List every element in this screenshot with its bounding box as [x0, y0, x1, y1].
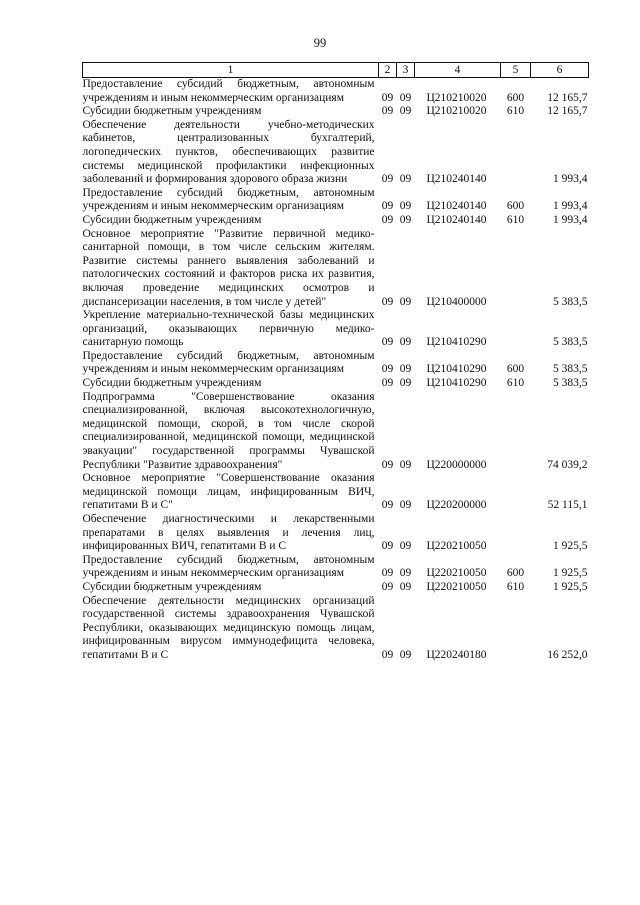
- row-expense-type: 610: [506, 377, 525, 390]
- row-subsection: 09: [399, 173, 412, 186]
- row-name: Субсидии бюджетным учреждениям: [82, 213, 262, 226]
- row-section: 09: [381, 580, 394, 593]
- header-row: [83, 63, 589, 78]
- table-row: [83, 513, 589, 554]
- row-target-article: Ц210210020: [426, 105, 487, 118]
- row-expense-type: 600: [506, 91, 525, 104]
- row-name: Основное мероприятие "Развитие первичной медико-санитарной помощи, в том числе сельским жителям. Развитие системы раннего выявления заболеваний и патологических состояний и факторов риска их развития, включая проведение медицинских осмотров и диспансеризации населения, в том числе у детей": [82, 227, 375, 308]
- row-section: 09: [381, 200, 394, 213]
- header-col-6: 6: [531, 63, 589, 78]
- table-row: [83, 377, 589, 391]
- header-col-3: 3: [397, 63, 415, 78]
- table-row: [83, 228, 589, 310]
- header-col-2: 2: [379, 63, 397, 78]
- row-target-article: Ц210240140: [426, 213, 487, 226]
- table-row: [83, 214, 589, 228]
- table-row: [83, 595, 589, 663]
- row-section: 09: [381, 458, 394, 471]
- table-row: [83, 581, 589, 595]
- row-section: 09: [381, 295, 394, 308]
- row-target-article: Ц220200000: [426, 499, 487, 512]
- row-amount: 1 993,4: [553, 200, 588, 213]
- row-name: Предоставление субсидий бюджетным, автономным учреждениям и иным некоммерческим организациям: [82, 186, 375, 213]
- header-col-1: 1: [83, 63, 379, 78]
- row-name: Субсидии бюджетным учреждениям: [82, 580, 262, 593]
- row-expense-type: [501, 119, 531, 187]
- header-col-4: 4: [415, 63, 501, 78]
- row-name: Обеспечение деятельности медицинских организаций государственной системы здравоохранения Чувашской Республики, оказывающих медицинскую помощь лицам, инфицированным вирусом иммунодефицита человека, гепатитами В и С: [82, 594, 375, 661]
- page-number: 99: [313, 36, 327, 50]
- row-section: 09: [381, 540, 394, 553]
- table-row: [83, 350, 589, 377]
- row-subsection: 09: [399, 91, 412, 104]
- row-section: 09: [381, 648, 394, 661]
- table-body: [83, 78, 589, 663]
- row-expense-type: [501, 391, 531, 473]
- row-subsection: 09: [399, 377, 412, 390]
- row-amount: 16 252,0: [547, 648, 588, 661]
- row-target-article: Ц220210050: [426, 567, 487, 580]
- row-amount: 5 383,5: [553, 363, 588, 376]
- table-row: [83, 119, 589, 187]
- row-target-article: Ц220240180: [426, 648, 487, 661]
- table-row: [83, 78, 589, 106]
- row-subsection: 09: [399, 336, 412, 349]
- row-target-article: Ц210400000: [426, 295, 487, 308]
- row-name: Предоставление субсидий бюджетным, автономным учреждениям и иным некоммерческим организациям: [82, 349, 375, 376]
- row-name: Основное мероприятие "Совершенствование оказания медицинской помощи лицам, инфицированным ВИЧ, гепатитами В и С": [82, 472, 375, 512]
- budget-table: [82, 62, 589, 663]
- row-expense-type: [501, 309, 531, 350]
- row-subsection: 09: [399, 363, 412, 376]
- table-row: [83, 105, 589, 119]
- table-row: [83, 187, 589, 214]
- row-subsection: 09: [399, 567, 412, 580]
- row-expense-type: [501, 228, 531, 310]
- row-target-article: Ц220210050: [426, 580, 487, 593]
- row-name: Обеспечение деятельности учебно-методических кабинетов, централизованных бухгалтерий, логопедических пунктов, обеспечивающих развитие системы медицинской профилактики инфекционных заболеваний и формирования здорового образа жизни: [82, 118, 375, 186]
- row-subsection: 09: [399, 458, 412, 471]
- row-subsection: 09: [399, 648, 412, 661]
- row-name: Субсидии бюджетным учреждениям: [82, 377, 262, 390]
- row-subsection: 09: [399, 499, 412, 512]
- table-row: [83, 391, 589, 473]
- row-subsection: 09: [399, 580, 412, 593]
- row-expense-type: [501, 595, 531, 663]
- row-target-article: Ц210410290: [426, 377, 487, 390]
- row-amount: 1 925,5: [553, 580, 588, 593]
- row-target-article: Ц210410290: [426, 336, 487, 349]
- row-target-article: Ц210240140: [426, 173, 487, 186]
- table-row: [83, 554, 589, 581]
- row-section: 09: [381, 567, 394, 580]
- row-amount: 12 165,7: [547, 91, 588, 104]
- row-amount: 1 925,5: [553, 567, 588, 580]
- table-row: [83, 472, 589, 513]
- row-section: 09: [381, 173, 394, 186]
- row-subsection: 09: [399, 213, 412, 226]
- row-expense-type: 600: [506, 567, 525, 580]
- row-subsection: 09: [399, 200, 412, 213]
- row-target-article: Ц220000000: [426, 458, 487, 471]
- row-section: 09: [381, 336, 394, 349]
- row-name: Обеспечение диагностическими и лекарственными препаратами в целях выявления и лечения лиц, инфицированных ВИЧ, гепатитами В и С: [82, 513, 375, 553]
- row-name: Предоставление субсидий бюджетным, автономным учреждениям и иным некоммерческим организациям: [82, 553, 375, 580]
- row-name: Субсидии бюджетным учреждениям: [82, 105, 262, 118]
- row-section: 09: [381, 377, 394, 390]
- row-expense-type: 610: [506, 105, 525, 118]
- row-target-article: Ц210240140: [426, 200, 487, 213]
- table-header: [83, 63, 589, 78]
- row-amount: 5 383,5: [553, 295, 588, 308]
- row-amount: 5 383,5: [553, 377, 588, 390]
- header-col-5: 5: [501, 63, 531, 78]
- row-section: 09: [381, 363, 394, 376]
- row-expense-type: 600: [506, 200, 525, 213]
- row-expense-type: [501, 472, 531, 513]
- row-amount: 1 925,5: [553, 540, 588, 553]
- row-section: 09: [381, 105, 394, 118]
- table-row: [83, 309, 589, 350]
- row-subsection: 09: [399, 295, 412, 308]
- row-target-article: Ц210210020: [426, 91, 487, 104]
- row-subsection: 09: [399, 105, 412, 118]
- row-name: Предоставление субсидий бюджетным, автономным учреждениям и иным некоммерческим организациям: [82, 78, 375, 104]
- row-amount: 52 115,1: [547, 499, 588, 512]
- row-section: 09: [381, 499, 394, 512]
- row-target-article: Ц210410290: [426, 363, 487, 376]
- row-expense-type: 600: [506, 363, 525, 376]
- row-target-article: Ц220210050: [426, 540, 487, 553]
- row-expense-type: [501, 513, 531, 554]
- row-section: 09: [381, 213, 394, 226]
- row-expense-type: 610: [506, 213, 525, 226]
- row-amount: 74 039,2: [547, 458, 588, 471]
- row-subsection: 09: [399, 540, 412, 553]
- row-name: Подпрограмма "Совершенствование оказания специализированной, включая высокотехнологичную, медицинской помощи, скорой, в том числе скорой специализированной, медицинской помощи, медицинской эвакуации" государственной программы Чувашской Республики "Развитие здравоохранения": [82, 390, 375, 471]
- row-name: Укрепление материально-технической базы медицинских организаций, оказывающих первичную медико-санитарную помощь: [82, 309, 375, 349]
- row-amount: 1 993,4: [553, 213, 588, 226]
- row-expense-type: 610: [506, 580, 525, 593]
- row-section: 09: [381, 91, 394, 104]
- row-amount: 5 383,5: [553, 336, 588, 349]
- row-amount: 12 165,7: [547, 105, 588, 118]
- row-amount: 1 993,4: [553, 173, 588, 186]
